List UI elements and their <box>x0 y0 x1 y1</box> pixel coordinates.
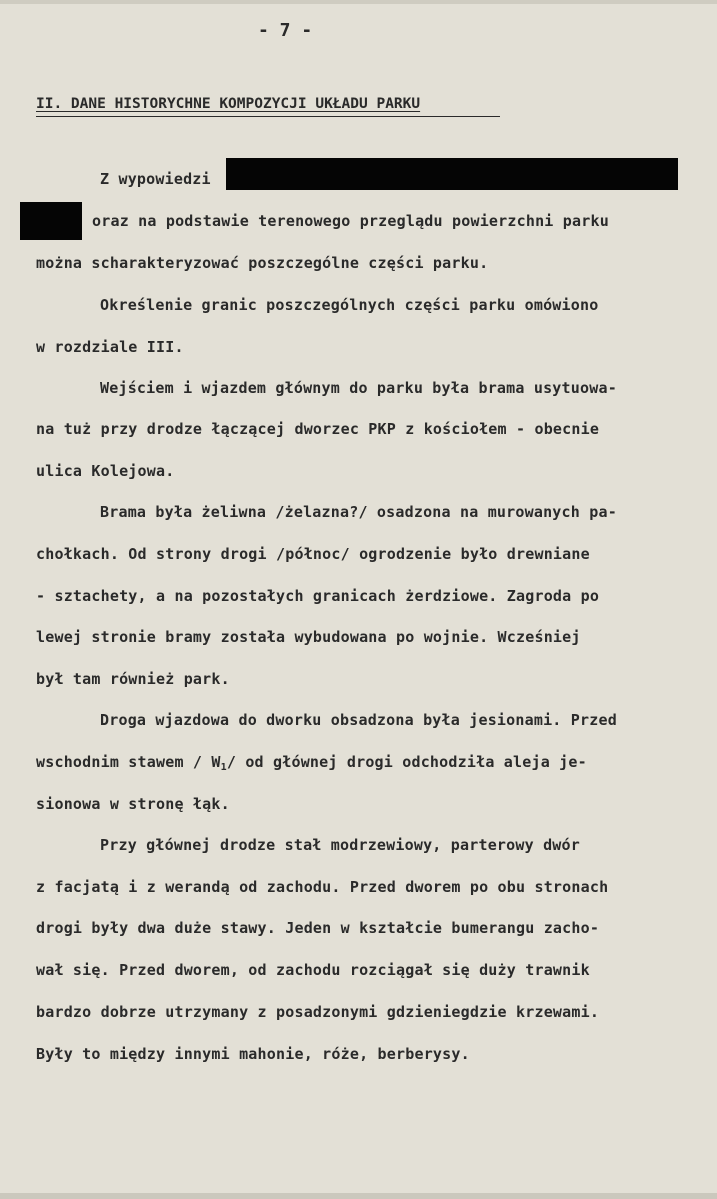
text-line: lewej stronie bramy została wybudowana po wojnie. Wcześniej <box>36 628 581 646</box>
text-line: był tam również park. <box>36 670 230 688</box>
text-line: oraz na podstawie terenowego przeglądu powierzchni parku <box>92 212 609 230</box>
text-line: można scharakteryzować poszczególne części parku. <box>36 254 489 272</box>
heading-double-underline <box>36 116 500 117</box>
redaction-bar <box>226 158 678 190</box>
text-segment: / od głównej drogi odchodziła aleja je- <box>226 753 587 771</box>
text-line: Z wypowiedzi <box>100 170 211 188</box>
text-line: - sztachety, a na pozostałych granicach żerdziowe. Zagroda po <box>36 587 600 605</box>
text-segment: wschodnim stawem / W <box>36 753 221 771</box>
page-number: - 7 - <box>258 20 313 41</box>
text-line: w rozdziale III. <box>36 338 184 356</box>
text-line: z facjatą i z werandą od zachodu. Przed dworem po obu stronach <box>36 878 609 896</box>
text-line: drogi były dwa duże stawy. Jeden w kształcie bumerangu zacho- <box>36 919 600 937</box>
text-line: Określenie granic poszczególnych części parku omówiono <box>100 296 599 314</box>
text-line: wał się. Przed dworem, od zachodu rozciągał się duży trawnik <box>36 961 590 979</box>
redaction-bar <box>20 202 82 240</box>
text-line: Brama była żeliwna /żelazna?/ osadzona na murowanych pa- <box>100 503 617 521</box>
text-line: chołkach. Od strony drogi /północ/ ogrodzenie było drewniane <box>36 545 590 563</box>
page-edge-top <box>0 0 717 4</box>
text-line: ulica Kolejowa. <box>36 462 175 480</box>
text-line: Przy głównej drodze stał modrzewiowy, parterowy dwór <box>100 836 580 854</box>
text-line: na tuż przy drodze łączącej dworzec PKP z kościołem - obecnie <box>36 420 600 438</box>
section-heading: II. DANE HISTORYCHNE KOMPOZYCJI UKŁADU PARKU <box>36 96 421 112</box>
text-line: bardzo dobrze utrzymany z posadzonymi gdzieniegdzie krzewami. <box>36 1003 600 1021</box>
text-line: Droga wjazdowa do dworku obsadzona była jesionami. Przed <box>100 711 617 729</box>
text-line-w1 <box>36 753 587 773</box>
page-edge-bottom <box>0 1193 717 1199</box>
text-line: sionowa w stronę łąk. <box>36 795 230 813</box>
subscript-text: 1 <box>220 762 227 773</box>
text-line: Były to między innymi mahonie, róże, berberysy. <box>36 1045 470 1063</box>
text-line: Wejściem i wjazdem głównym do parku była brama usytuowa- <box>100 379 617 397</box>
